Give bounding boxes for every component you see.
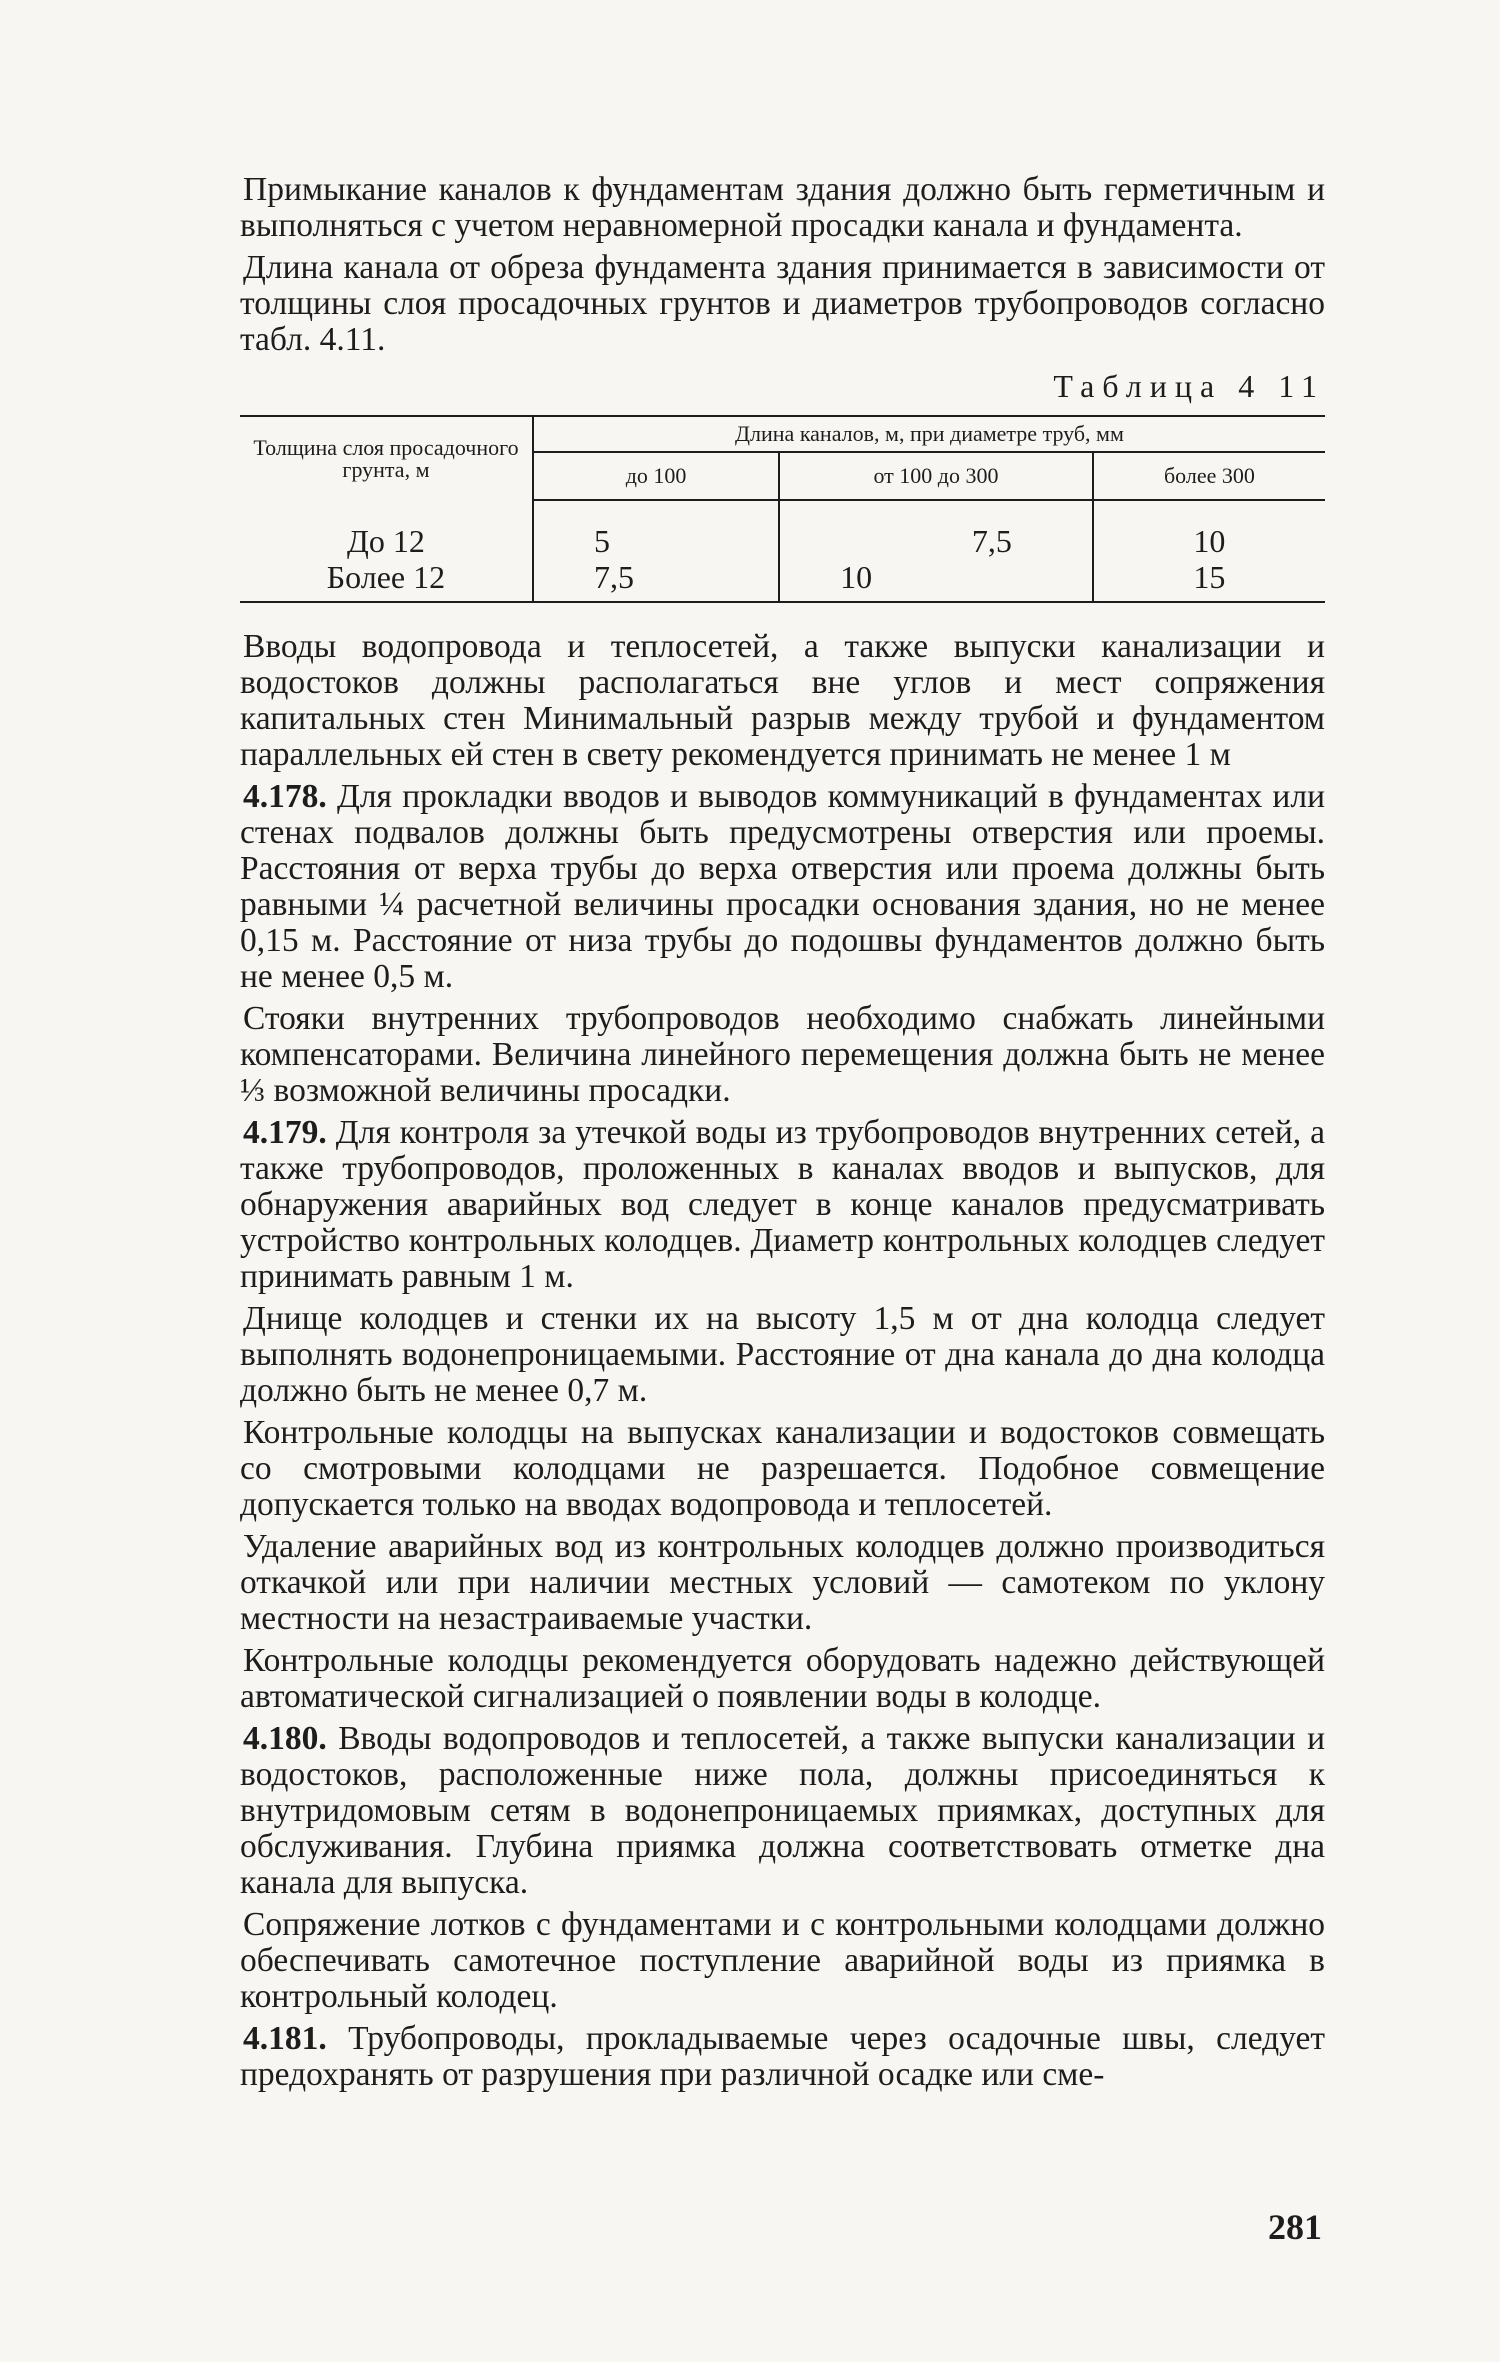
table-caption: Таблица 4 11: [1053, 368, 1325, 404]
paragraph-text: Контрольные колодцы на выпусках канализации и водостоков совмещать со смотровыми колодцами не разрешается. Подобное совмещение допускается только на вводах водопровода и теплосетей.: [240, 1414, 1325, 1523]
data-table: [240, 415, 1325, 603]
table-subheader: более 300: [1093, 452, 1325, 500]
table-cell: 5: [533, 500, 779, 559]
paragraph: [240, 1643, 1325, 1715]
page-number: 281: [1268, 2207, 1322, 2247]
paragraph-text: Днище колодцев и стенки их на высоту 1,5 м от дна колодца следует выполнять водонепроницаемыми. Расстояние от дна канала до дна колодца должно быть не менее 0,7 м.: [240, 1300, 1325, 1409]
paragraph: [240, 1907, 1325, 2015]
table-row: [240, 500, 1325, 559]
table-subheader: до 100: [533, 452, 779, 500]
section-number: 4.181.: [243, 2020, 327, 2057]
paragraph: [240, 1301, 1325, 1409]
table-cell: 7,5: [533, 559, 779, 602]
paragraph-text: Трубопроводы, прокладываемые через осадочные швы, следует предохранять от разрушения при различной осадке или сме-: [240, 2020, 1325, 2093]
table-subheader: от 100 до 300: [779, 452, 1093, 500]
table-cell: До 12: [240, 500, 533, 559]
table-cell: 10: [1193, 523, 1226, 559]
table-header-length: Длина каналов, м, при диаметре труб, мм: [533, 416, 1325, 452]
paragraph: [240, 1115, 1325, 1295]
paragraph: [240, 1001, 1325, 1109]
table-cell: Более 12: [240, 559, 533, 602]
paragraph: [240, 1721, 1325, 1901]
table-header-thickness: Толщина слоя просадочного грунта, м: [240, 416, 533, 500]
table-cell: 7,5: [779, 500, 1093, 559]
paragraph: [240, 2021, 1325, 2093]
paragraph-text: Для прокладки вводов и выводов коммуникаций в фундаментах или стенах подвалов должны быть предусмотрены отверстия или проемы. Расстояния от верха трубы до верха отверстия или проема должны быть равными ¼ расчетной величины просадки основания здания, но не менее 0,15 м. Расстояние от низа трубы до подошвы фундаментов должно быть не менее 0,5 м.: [240, 778, 1326, 995]
paragraph: Примыкание каналов к фундаментам здания должно быть герметичным и выполняться с учетом неравномерной просадки канала и фундамента.: [240, 171, 1325, 244]
paragraph: Длина канала от обреза фундамента здания принимается в зависимости от толщины слоя просадочных грунтов и диаметров трубопроводов согласно табл. 4.11.: [240, 249, 1325, 358]
table-cell: 10: [779, 559, 1093, 602]
section-number: 4.180.: [243, 1720, 327, 1757]
paragraph-text: Удаление аварийных вод из контрольных колодцев должно производиться откачкой или при наличии местных условий — самотеком по уклону местности на незастраиваемые участки.: [240, 1528, 1325, 1637]
section-number: 4.178.: [243, 778, 327, 815]
paragraph-text: Сопряжение лотков с фундаментами и с контрольными колодцами должно обеспечивать самотечное поступление аварийной воды из приямка в контрольный колодец.: [240, 1906, 1325, 2015]
paragraph: [240, 779, 1325, 995]
table-row: [240, 559, 1325, 602]
table-cell: 15: [1193, 559, 1226, 595]
paragraph: [240, 1415, 1325, 1523]
paragraph-text: Вводы водопровода и теплосетей, а также выпуски канализации и водостоков должны располагаться вне углов и мест сопряжения капитальных стен Минимальный разрыв между трубой и фундаментом параллельных ей стен в свету рекомендуется принимать не менее 1 м: [240, 628, 1325, 773]
paragraph-text: Для контроля за утечкой воды из трубопроводов внутренних сетей, а также трубопроводов, проложенных в каналах вводов и выпусков, для обнаружения аварийных вод следует в конце каналов предусматривать устройство контрольных колодцев. Диаметр контрольных колодцев следует принимать равным 1 м.: [240, 1114, 1325, 1295]
paragraph: [240, 1529, 1325, 1637]
paragraph-text: Вводы водопроводов и теплосетей, а также выпуски канализации и водостоков, расположенные ниже пола, должны присоединяться к внутридомовым сетям в водонепроницаемых приямках, доступных для обслуживания. Глубина приямка должна соответствовать отметке дна канала для выпуска.: [240, 1720, 1326, 1901]
paragraph: [240, 629, 1325, 773]
paragraph-text: Стояки внутренних трубопроводов необходимо снабжать линейными компенсаторами. Величина линейного перемещения должна быть не менее ⅓ возможной величины просадки.: [240, 1000, 1325, 1109]
text-column: [240, 172, 1325, 2099]
section-number: 4.179.: [243, 1114, 327, 1151]
paragraph-text: Контрольные колодцы рекомендуется оборудовать надежно действующей автоматической сигнализацией о появлении воды в колодце.: [240, 1642, 1325, 1715]
